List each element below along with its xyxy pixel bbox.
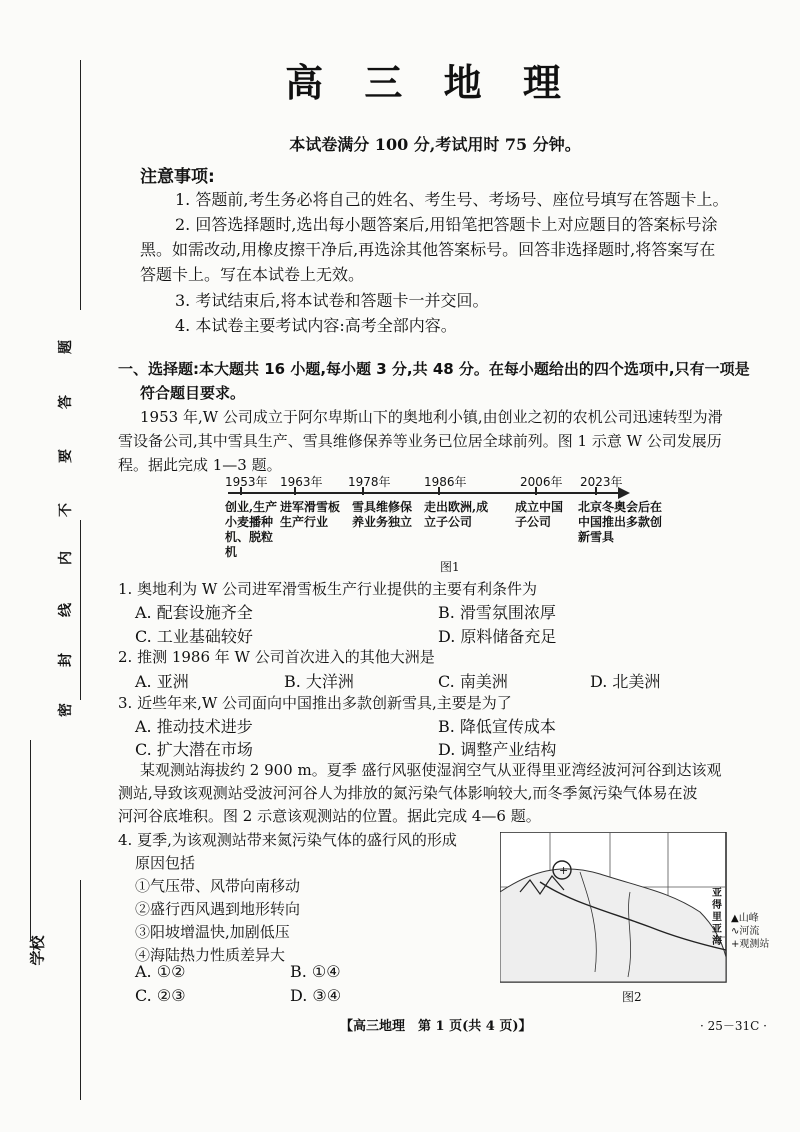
margin-rule-bottom bbox=[80, 880, 81, 1100]
margin-char: 不 bbox=[58, 503, 74, 517]
option-d[interactable]: D. 调整产业结构 bbox=[438, 740, 557, 759]
section-heading: 一、选择题:本大题共 16 小题,每小题 3 分,共 48 分。在每小题给出的四个选项中,只有一项是 bbox=[118, 360, 750, 378]
exam-subtitle: 本试卷满分 100 分,考试用时 75 分钟。 bbox=[289, 135, 581, 154]
margin-char: 密 bbox=[58, 703, 74, 717]
timeline-desc: 成立中国子公司 bbox=[515, 500, 564, 529]
notice-item: 2. 回答选择题时,选出每小题答案后,用铅笔把答题卡上对应题目的答案标号涂 bbox=[175, 215, 718, 234]
option-b[interactable]: B. 滑雪氛围浓厚 bbox=[438, 603, 556, 622]
timeline-year: 1986年 bbox=[424, 475, 467, 489]
option-b[interactable]: B. ①④ bbox=[290, 962, 341, 981]
option-d[interactable]: D. ③④ bbox=[290, 986, 342, 1005]
school-blank-line bbox=[30, 740, 31, 940]
timeline-desc: 进军滑雪板生产行业 bbox=[280, 500, 341, 529]
timeline-desc: 雪具维修保养业务独立 bbox=[352, 500, 413, 529]
timeline-desc: 北京冬奥会后在中国推出多款创新雪具 bbox=[578, 500, 663, 544]
option-c[interactable]: C. 扩大潜在市场 bbox=[135, 740, 253, 759]
option-b[interactable]: B. 降低宣传成本 bbox=[438, 717, 556, 736]
margin-char: 题 bbox=[58, 340, 74, 354]
margin-char: 答 bbox=[58, 395, 74, 409]
notice-item: 3. 考试结束后,将本试卷和答题卡一并交回。 bbox=[175, 291, 489, 310]
map-legend bbox=[731, 912, 769, 951]
timeline-axis bbox=[228, 492, 620, 494]
option-d[interactable]: D. 北美洲 bbox=[590, 672, 661, 691]
option-a[interactable]: A. 推动技术进步 bbox=[135, 717, 253, 736]
timeline-desc: 创业,生产小麦播种机、脱粒机 bbox=[225, 500, 278, 559]
notice-item: 4. 本试卷主要考试内容:高考全部内容。 bbox=[175, 316, 457, 335]
option-d[interactable]: D. 原料储备充足 bbox=[438, 627, 557, 646]
timeline-year: 1963年 bbox=[280, 475, 323, 489]
margin-rule-mid bbox=[80, 520, 81, 700]
notice-item: 答题卡上。写在本试卷上无效。 bbox=[140, 265, 365, 284]
map-figure bbox=[500, 832, 770, 992]
option-a[interactable]: A. ①② bbox=[135, 962, 186, 981]
margin-char: 线 bbox=[58, 603, 74, 617]
option-a[interactable]: A. 亚洲 bbox=[135, 672, 189, 691]
option-c[interactable]: C. 工业基础较好 bbox=[135, 627, 253, 646]
question-stem: 2. 推测 1986 年 W 公司首次进入的其他大洲是 bbox=[118, 648, 435, 666]
option-a[interactable]: A. 配套设施齐全 bbox=[135, 603, 253, 622]
section-heading-cont: 符合题目要求。 bbox=[140, 384, 246, 402]
school-label: 学校 bbox=[28, 935, 47, 966]
passage-line: 1953 年,W 公司成立于阿尔卑斯山下的奥地利小镇,由创业之初的农机公司迅速转型为滑 bbox=[140, 408, 723, 426]
passage-line: 测站,导致该观测站受波河河谷人为排放的氮污染气体影响较大,而冬季氮污染气体易在波 bbox=[118, 784, 698, 802]
timeline-year: 1953年 bbox=[225, 475, 268, 489]
statement-item: ②盛行西风遇到地形转向 bbox=[135, 900, 301, 918]
statement-item: ①气压带、风带向南移动 bbox=[135, 877, 301, 895]
option-c[interactable]: C. 南美洲 bbox=[438, 672, 508, 691]
notice-item: 黑。如需改动,用橡皮擦干净后,再选涂其他答案标号。回答非选择题时,将答案写在 bbox=[140, 240, 716, 259]
passage-line: 雪设备公司,其中雪具生产、雪具维修保养等业务已位居全球前列。图 1 示意 W 公司发展历 bbox=[118, 432, 722, 450]
figure1-caption: 图1 bbox=[440, 560, 460, 574]
passage-line: 某观测站海拔约 2 900 m。夏季 盛行风驱使湿润空气从亚得里亚湾经波河河谷到达该观 bbox=[140, 761, 722, 779]
option-c[interactable]: C. ②③ bbox=[135, 986, 186, 1005]
question-stem: 3. 近些年来,W 公司面向中国推出多款创新雪具,主要是为了 bbox=[118, 694, 512, 712]
statement-item: ③阳坡增温快,加剧低压 bbox=[135, 923, 290, 941]
passage-line: 河河谷底堆积。图 2 示意该观测站的位置。据此完成 4—6 题。 bbox=[118, 807, 541, 825]
legend-river: ∿河流 bbox=[731, 926, 760, 937]
figure2-caption: 图2 bbox=[622, 990, 642, 1004]
station-marker: + bbox=[559, 864, 569, 877]
statement-item: ④海陆热力性质差异大 bbox=[135, 946, 286, 964]
legend-peak: ▲山峰 bbox=[731, 913, 759, 924]
timeline-year: 2023年 bbox=[580, 475, 623, 489]
notice-item: 1. 答题前,考生务必将自己的姓名、考生号、考场号、座位号填写在答题卡上。 bbox=[175, 190, 729, 209]
notice-heading: 注意事项: bbox=[140, 167, 215, 187]
margin-char: 内 bbox=[58, 551, 74, 565]
station-icon: + bbox=[731, 939, 740, 950]
option-b[interactable]: B. 大洋洲 bbox=[284, 672, 354, 691]
question-stem: 1. 奥地利为 W 公司进军滑雪板生产行业提供的主要有利条件为 bbox=[118, 580, 538, 598]
river-icon: ∿ bbox=[731, 926, 740, 937]
page-footer: 【高三地理 第 1 页(共 4 页)】 bbox=[340, 1019, 532, 1034]
margin-char: 封 bbox=[58, 653, 74, 667]
question-stem: 4. 夏季,为该观测站带来氮污染气体的盛行风的形成 bbox=[118, 831, 457, 849]
timeline-desc: 走出欧洲,成立子公司 bbox=[424, 500, 489, 529]
peak-icon: ▲ bbox=[731, 913, 739, 924]
page-title: 高 三 地 理 bbox=[285, 61, 575, 105]
exam-code: · 25－31C · bbox=[700, 1019, 767, 1033]
timeline-year: 1978年 bbox=[348, 475, 391, 489]
margin-char: 要 bbox=[58, 449, 74, 463]
passage-line: 程。据此完成 1—3 题。 bbox=[118, 456, 282, 474]
question-stem-cont: 原因包括 bbox=[135, 854, 196, 872]
legend-station: +观测站 bbox=[731, 939, 770, 950]
sea-label: 亚得里亚海 bbox=[712, 888, 722, 947]
timeline-year: 2006年 bbox=[520, 475, 563, 489]
